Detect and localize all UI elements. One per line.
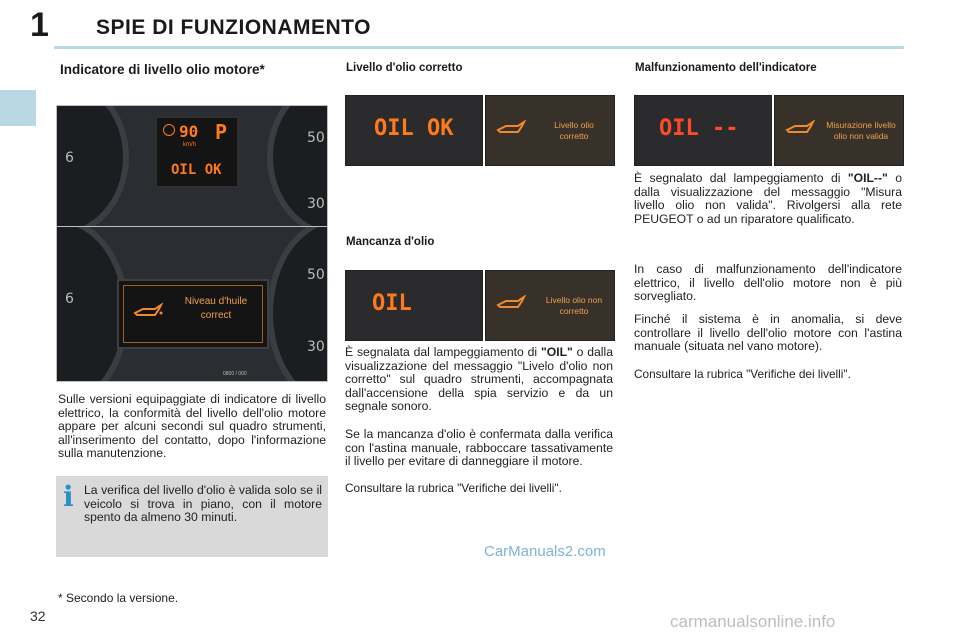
panel-text xyxy=(819,120,903,142)
page-title: SPIE DI FUNZIONAMENTO xyxy=(96,16,371,39)
oil-can-icon xyxy=(496,120,526,138)
dashboard-photo-niveau xyxy=(56,226,328,382)
reference-note: Consultare la rubrica "Verifiche dei livelli". xyxy=(345,481,562,495)
niveau-message xyxy=(171,295,261,323)
info-icon: i xyxy=(63,480,74,513)
panel-text xyxy=(536,295,612,317)
malfunction-paragraph-2: In caso di malfunzionamento dell'indicatore elettrico, il livello dell'olio motore non è più sorvegliato. xyxy=(634,262,902,304)
cluster-screen-large xyxy=(117,279,269,349)
display-oil-dashes xyxy=(634,95,772,166)
panel-text-line2: corretto xyxy=(559,306,589,316)
page-number: 32 xyxy=(30,608,46,624)
gauge-icon xyxy=(163,124,175,136)
text-part: È segnalato dal lampeggiamento di xyxy=(634,171,848,185)
message-malfunction xyxy=(774,95,904,166)
section-heading-oil-indicator: Indicatore di livello olio motore* xyxy=(60,62,265,77)
message-oil-missing xyxy=(485,270,615,341)
niveau-line1: Niveau d'huile xyxy=(184,296,248,307)
malfunction-paragraph xyxy=(634,172,902,226)
malfunction-paragraph-3: Finché il sistema è in anomalia, si deve controllare il livello dell'olio motore con l'astina manuale (situata nel vano motore). xyxy=(634,312,902,354)
cluster-screen xyxy=(155,116,239,188)
dial-tick: 50 xyxy=(307,130,325,146)
right-dial xyxy=(267,226,328,382)
odometer-readout: 0800 / 000 xyxy=(223,371,247,377)
dial-tick: 6 xyxy=(65,150,74,166)
dial-tick: 6 xyxy=(65,291,74,307)
dial-tick: 50 xyxy=(307,267,325,283)
speed-readout: 90 xyxy=(179,122,199,141)
intro-paragraph: Sulle versioni equipaggiate di indicatore di livello elettrico, la conformità del livello dell'olio motore appare per alcuni secondi sul quadro strumenti, all'inserimento del contatto, dopo l'informazione sulla manutenzione. xyxy=(58,392,326,461)
section-heading-oil-ok: Livello d'olio corretto xyxy=(346,62,463,74)
panel-text-line1: Misurazione livello xyxy=(826,120,896,130)
digital-oil-dashes: OIL -- xyxy=(659,116,739,141)
oil-can-icon xyxy=(785,120,815,138)
oil-ok-message: OIL OK xyxy=(171,162,222,178)
text-part: o dalla visualizzazione del messaggio "Misura livello olio non valida". Rivolgersi alla rete PEUGEOT o ad un riparatore qualificato. xyxy=(634,171,902,226)
watermark-online: carmanualsonline.info xyxy=(670,612,836,631)
chapter-number: 1 xyxy=(30,6,49,44)
display-oil-ok xyxy=(345,95,483,166)
oil-missing-paragraph xyxy=(345,346,613,414)
section-heading-malfunction: Malfunzionamento dell'indicatore xyxy=(635,62,817,74)
footnote: * Secondo la versione. xyxy=(58,591,179,605)
dashboard-photo-oil-ok xyxy=(56,105,328,227)
speed-unit: km/h xyxy=(183,142,197,148)
oil-can-icon xyxy=(133,301,163,321)
niveau-line2: correct xyxy=(200,310,232,321)
dial-tick: 30 xyxy=(307,339,325,355)
section-heading-oil-missing: Mancanza d'olio xyxy=(346,236,435,248)
oil-code: "OIL" xyxy=(540,345,573,359)
dial-tick: 30 xyxy=(307,196,325,212)
reference-note: Consultare la rubrica "Verifiche dei livelli". xyxy=(634,367,851,381)
oil-missing-paragraph-2: Se la mancanza d'olio è confermata dalla verifica con l'astina manuale, rabboccare tassativamente il livello per evitare di danneggiare il motore. xyxy=(345,427,613,469)
display-oil xyxy=(345,270,483,341)
text-part: È segnalata dal lampeggiamento di xyxy=(345,345,541,359)
info-text: La verifica del livello d'olio è valida solo se il veicolo si trova in piano, con il motore spento da almeno 30 minuti. xyxy=(84,483,322,525)
panel-text-line2: corretto xyxy=(559,131,589,141)
message-oil-ok xyxy=(485,95,615,166)
watermark-carmanuals: CarManuals2.com xyxy=(484,543,606,560)
panel-text-line1: Livello olio non xyxy=(545,295,603,305)
panel-text-line1: Livello olio xyxy=(554,120,594,130)
left-dial xyxy=(56,105,129,227)
oil-code: "OIL--" xyxy=(847,171,888,185)
digital-oil-ok: OIL OK xyxy=(374,116,454,141)
panel-text-line2: olio non valida xyxy=(833,131,889,141)
digital-oil: OIL xyxy=(372,291,412,316)
oil-can-icon xyxy=(496,295,526,313)
title-divider xyxy=(54,46,904,49)
chapter-side-tab xyxy=(0,90,36,126)
panel-text xyxy=(536,120,612,142)
gear-indicator: P xyxy=(215,120,228,144)
text-part: o dalla visualizzazione del messaggio "Livelo d'olio non corretto" sul quadro strumenti, accompagnata dall'accensione della spia servizio e da un segnale sonoro. xyxy=(345,345,613,414)
